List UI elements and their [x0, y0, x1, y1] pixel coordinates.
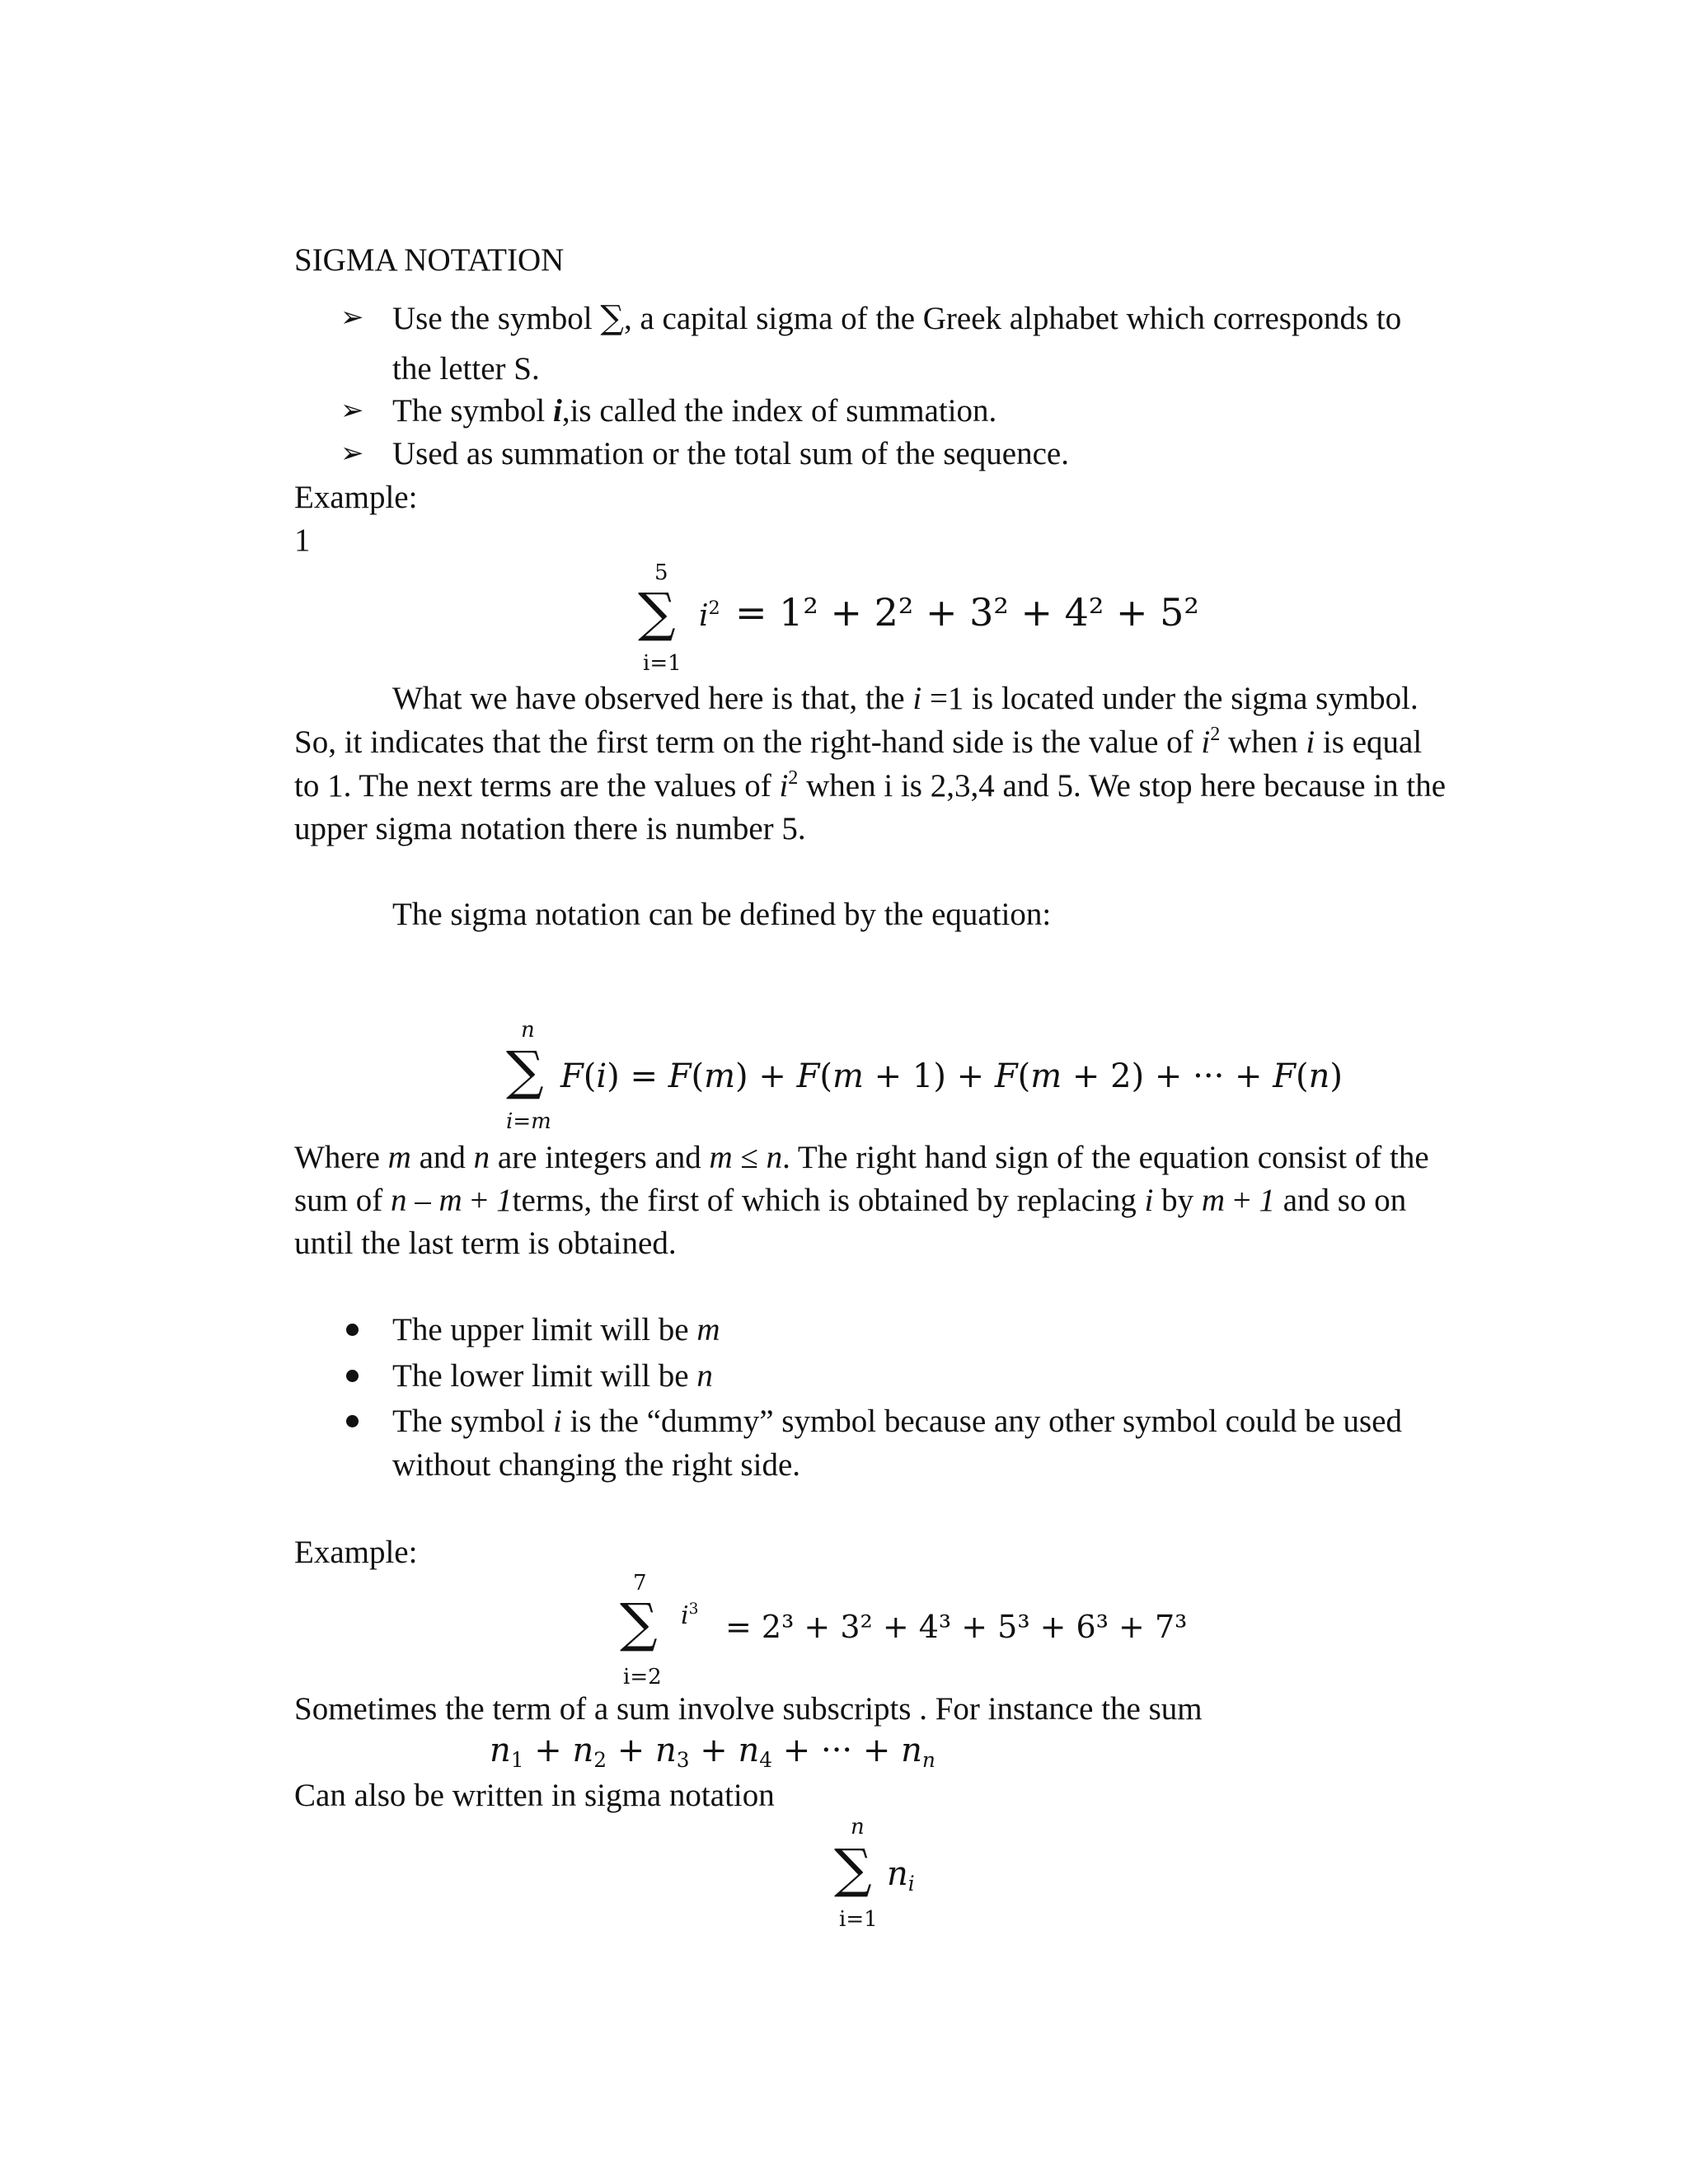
- bullet-dummy-symbol: The symbol i is the “dummy” symbol because any other symbol could be used: [392, 1404, 1403, 1439]
- paragraph-line: until the last term is obtained.: [294, 1226, 677, 1261]
- sum-lower-limit: i=1: [643, 651, 682, 676]
- sum-lower-limit: i=m: [506, 1109, 551, 1134]
- example2-rhs: = 2³ + 3² + 4³ + 5³ + 6³ + 7³: [725, 1609, 1188, 1645]
- bullet-index-symbol: The symbol i,is called the index of summation.: [392, 393, 997, 429]
- bullet-lower-limit: The lower limit will be n: [392, 1358, 713, 1394]
- bullet-dot-icon: [346, 1370, 359, 1382]
- sum-lower-limit: i=1: [839, 1907, 878, 1932]
- bullet-upper-limit: The upper limit will be m: [392, 1312, 720, 1347]
- example1-rhs: = 1² + 2² + 3² + 4² + 5²: [735, 590, 1199, 635]
- arrow-bullet-icon: ➢: [340, 437, 364, 470]
- definition-intro: The sigma notation can be defined by the equation:: [392, 897, 1052, 932]
- sigma-icon: ∑: [620, 1593, 658, 1654]
- sum-lower-limit: i=2: [623, 1665, 662, 1690]
- sigma-icon: ∑: [506, 1041, 544, 1102]
- sum-upper-limit: 5: [654, 560, 668, 585]
- bullet-sigma-continuation: the letter S.: [392, 351, 540, 387]
- subscripts-text: Sometimes the term of a sum involve subscripts . For instance the sum: [294, 1691, 1203, 1727]
- paragraph-line: Where m and n are integers and m ≤ n. The right hand sign of the equation consist of the: [294, 1140, 1429, 1175]
- sigma-icon: ∑: [834, 1839, 872, 1900]
- arrow-bullet-icon: ➢: [340, 394, 364, 427]
- paragraph-line: So, it indicates that the first term on the right-hand side is the value of $i^2$ when i is equal: [294, 723, 1423, 760]
- arrow-bullet-icon: ➢: [340, 301, 364, 334]
- bullet-summation: Used as summation or the total sum of the sequence.: [392, 436, 1069, 471]
- summand-i-cubed: $i^3$: [681, 1601, 699, 1630]
- example-number: 1: [294, 523, 311, 558]
- also-text: Can also be written in sigma notation: [294, 1778, 775, 1813]
- sum-upper-limit: n: [521, 1018, 535, 1043]
- paragraph-line: sum of n – m + 1terms, the first of which is obtained by replacing i by m + 1 and so on: [294, 1183, 1407, 1218]
- paragraph-line: upper sigma notation there is number 5.: [294, 811, 806, 846]
- sum-upper-limit: n: [851, 1815, 865, 1840]
- subscripts-sum: $n_1 + n_2 + n_3 + n_4$ + ··· + $n_n$: [490, 1732, 935, 1773]
- paragraph-line: What we have observed here is that, the i =1 is located under the sigma symbol.: [392, 681, 1418, 716]
- bullet-sigma-symbol: Use the symbol ∑, a capital sigma of the Greek alphabet which corresponds to: [392, 299, 1402, 337]
- bullet-dummy-continuation: without changing the right side.: [392, 1447, 801, 1483]
- example-label: Example:: [294, 1535, 418, 1570]
- bullet-dot-icon: [346, 1415, 359, 1427]
- page-title: SIGMA NOTATION: [294, 242, 565, 278]
- definition-equation: F(i) = F(m) + F(m + 1) + F(m + 2) + ··· + F(n): [560, 1057, 1343, 1095]
- bullet-dot-icon: [346, 1324, 359, 1336]
- sum-upper-limit: 7: [633, 1571, 647, 1596]
- final-summand: $n_i$: [887, 1855, 915, 1896]
- sigma-icon: ∑: [638, 583, 676, 644]
- summand-i-squared: $i^2$: [699, 598, 720, 633]
- paragraph-line: to 1. The next terms are the values of $i^2$ when i is 2,3,4 and 5. We stop here because in the: [294, 766, 1447, 804]
- example-label: Example:: [294, 480, 418, 515]
